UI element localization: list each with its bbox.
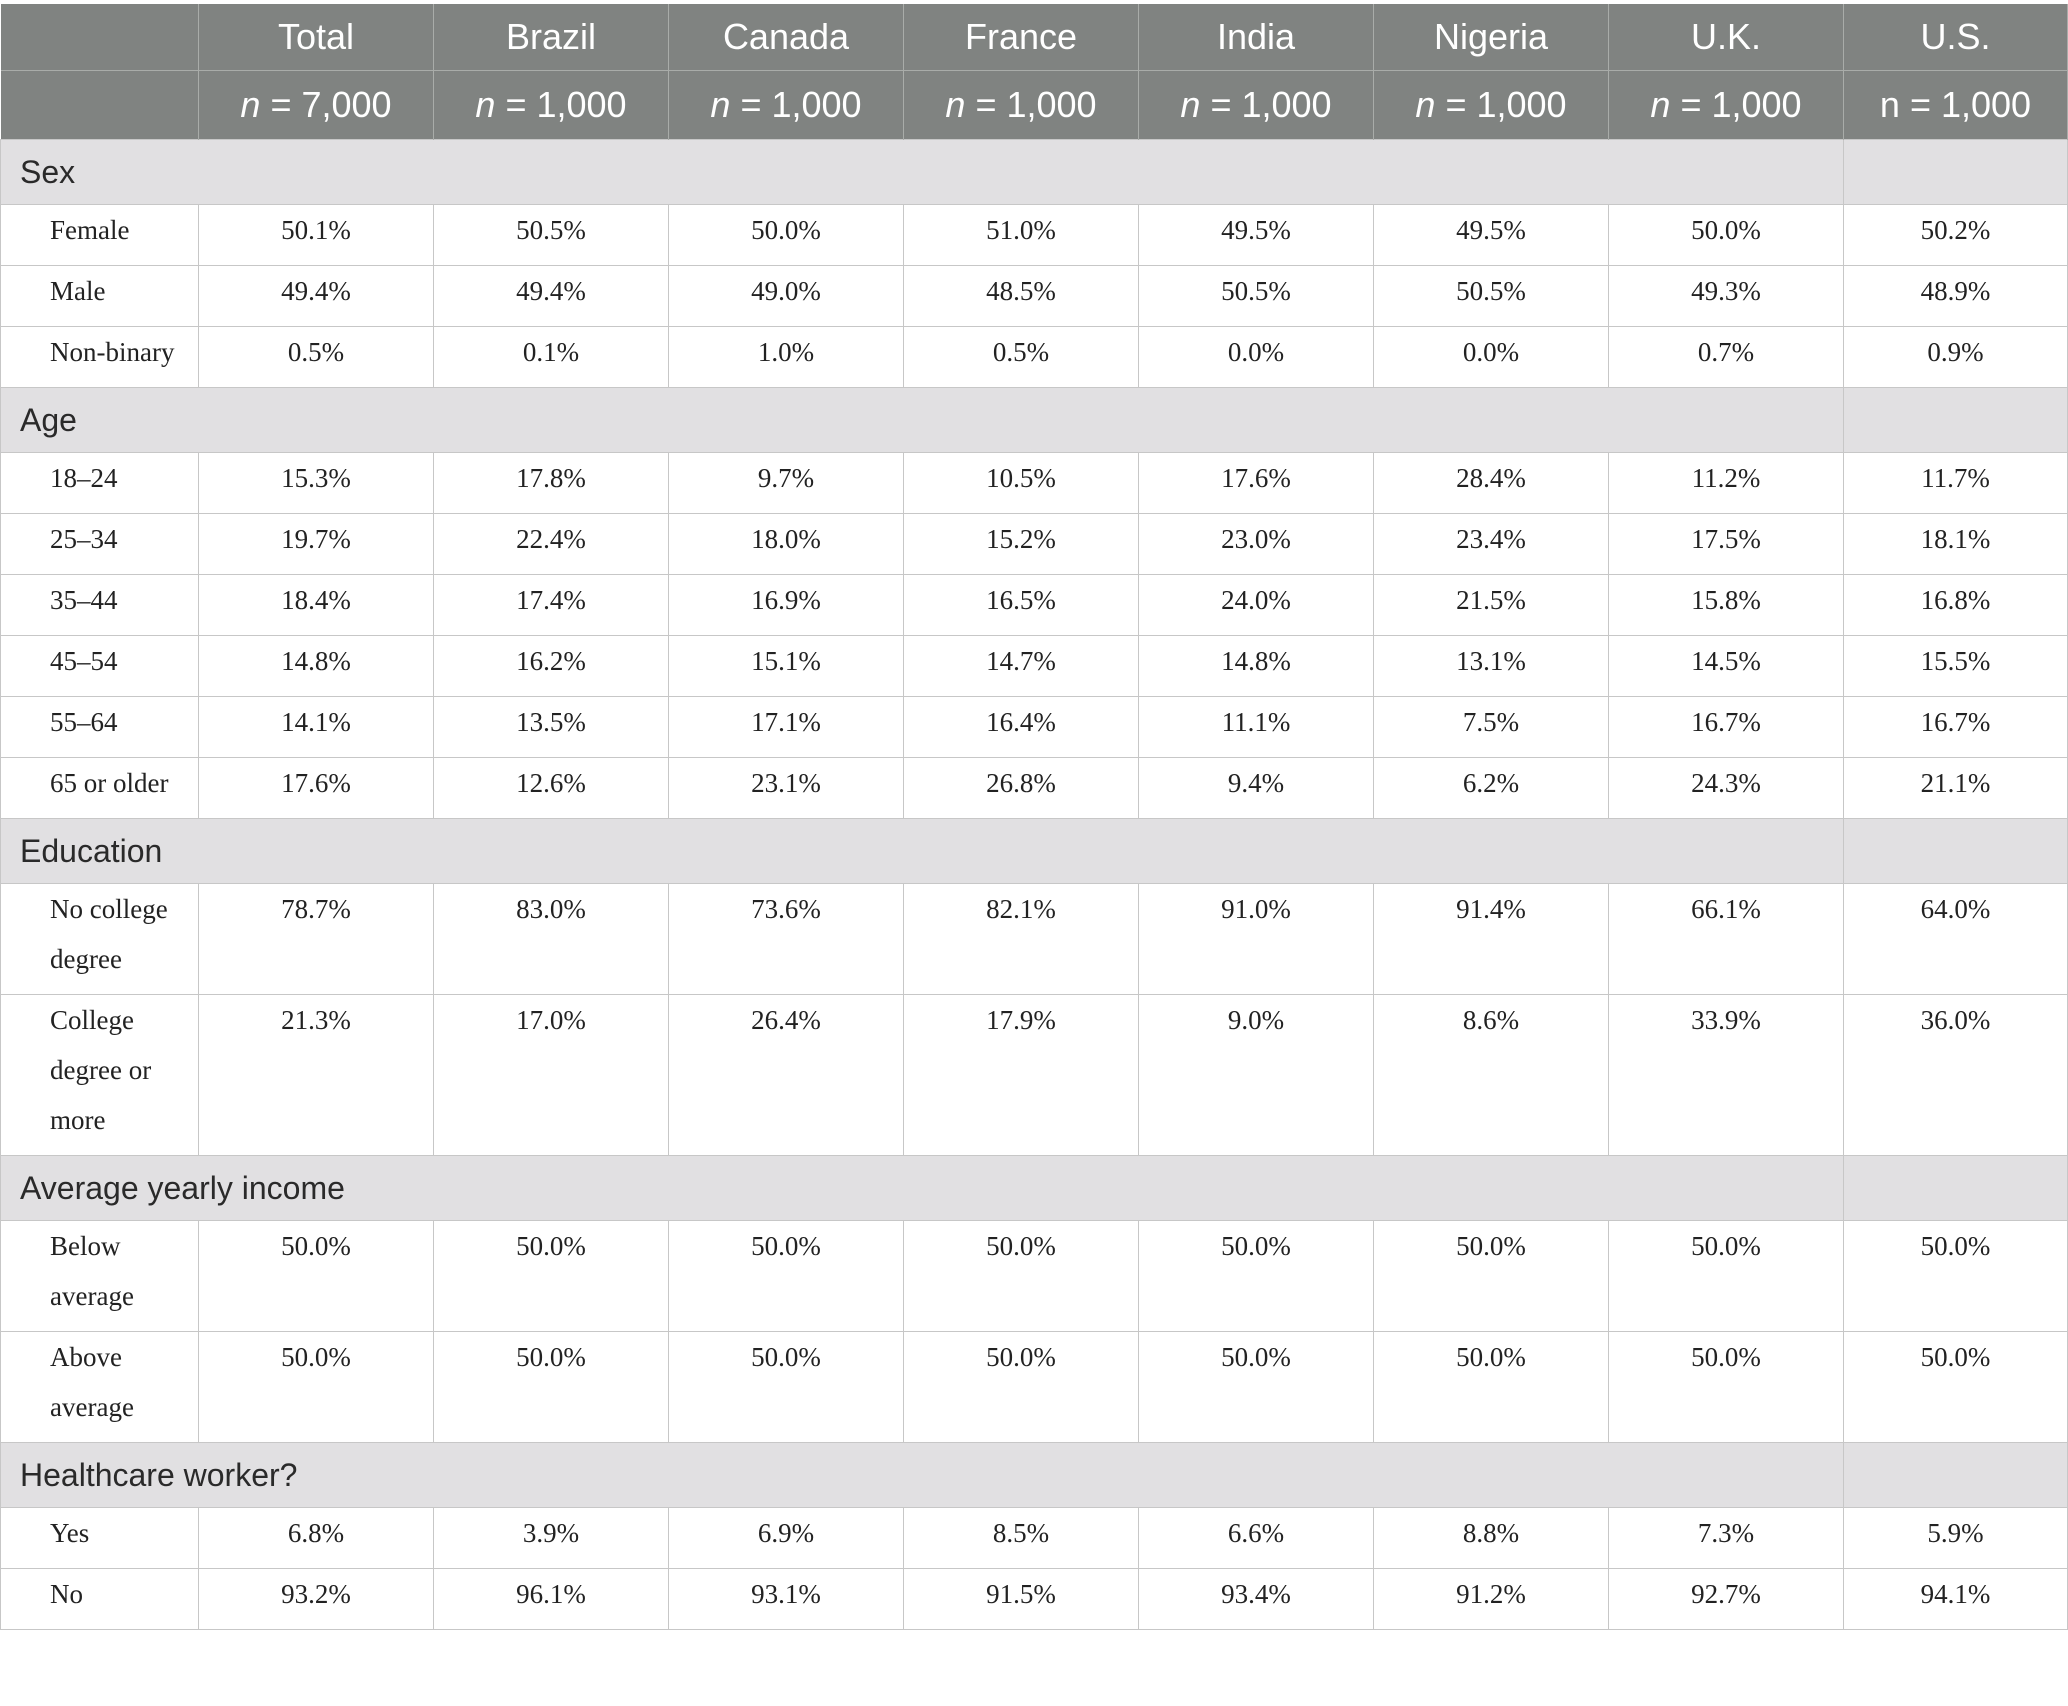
value-cell: 91.4% <box>1374 884 1609 995</box>
value-cell: 16.7% <box>1844 697 2068 758</box>
value-cell: 50.0% <box>1374 1332 1609 1443</box>
value-cell: 96.1% <box>434 1569 669 1630</box>
value-cell: 0.0% <box>1139 327 1374 388</box>
value-cell: 18.4% <box>199 575 434 636</box>
value-cell: 5.9% <box>1844 1508 2068 1569</box>
value-cell: 8.8% <box>1374 1508 1609 1569</box>
value-cell: 82.1% <box>904 884 1139 995</box>
value-cell: 91.5% <box>904 1569 1139 1630</box>
value-cell: 50.0% <box>1844 1221 2068 1332</box>
value-cell: 50.0% <box>1139 1332 1374 1443</box>
value-cell: 23.0% <box>1139 514 1374 575</box>
sample-size-symbol: n <box>1650 84 1671 125</box>
sample-size-symbol: n <box>1180 84 1201 125</box>
column-header-brazil: Brazil <box>434 4 669 71</box>
section-title: Age <box>1 388 1844 453</box>
value-cell: 36.0% <box>1844 995 2068 1156</box>
value-cell: 51.0% <box>904 205 1139 266</box>
section-title-tail-cell <box>1844 1443 2068 1508</box>
value-cell: 50.5% <box>1139 266 1374 327</box>
column-sample-size <box>1374 71 1609 140</box>
header-corner-cell <box>1 4 199 71</box>
value-cell: 17.8% <box>434 453 669 514</box>
value-cell: 23.4% <box>1374 514 1609 575</box>
value-cell: 50.0% <box>904 1221 1139 1332</box>
value-cell: 0.1% <box>434 327 669 388</box>
section-title: Education <box>1 819 1844 884</box>
value-cell: 26.8% <box>904 758 1139 819</box>
value-cell: 11.7% <box>1844 453 2068 514</box>
column-sample-size <box>1139 71 1374 140</box>
section-header-row <box>1 388 2068 453</box>
value-cell: 83.0% <box>434 884 669 995</box>
sample-size-value: = 1,000 <box>1435 84 1567 125</box>
value-cell: 10.5% <box>904 453 1139 514</box>
value-cell: 50.0% <box>1844 1332 2068 1443</box>
value-cell: 15.1% <box>669 636 904 697</box>
row-label: 45–54 <box>1 636 199 697</box>
value-cell: 9.0% <box>1139 995 1374 1156</box>
value-cell: 17.6% <box>1139 453 1374 514</box>
table-row <box>1 575 2068 636</box>
value-cell: 50.0% <box>199 1332 434 1443</box>
value-cell: 6.2% <box>1374 758 1609 819</box>
value-cell: 50.0% <box>1609 1332 1844 1443</box>
row-label: 65 or older <box>1 758 199 819</box>
value-cell: 94.1% <box>1844 1569 2068 1630</box>
section-header-row <box>1 140 2068 205</box>
sample-size-value: = 1,000 <box>1200 84 1332 125</box>
section-header-row <box>1 819 2068 884</box>
row-label: 18–24 <box>1 453 199 514</box>
value-cell: 66.1% <box>1609 884 1844 995</box>
value-cell: 49.4% <box>434 266 669 327</box>
section-title-tail-cell <box>1844 140 2068 205</box>
value-cell: 50.0% <box>1139 1221 1374 1332</box>
section-title: Sex <box>1 140 1844 205</box>
value-cell: 14.5% <box>1609 636 1844 697</box>
row-label: Female <box>1 205 199 266</box>
value-cell: 17.4% <box>434 575 669 636</box>
value-cell: 3.9% <box>434 1508 669 1569</box>
table-row <box>1 1569 2068 1630</box>
value-cell: 0.7% <box>1609 327 1844 388</box>
value-cell: 16.8% <box>1844 575 2068 636</box>
value-cell: 0.5% <box>904 327 1139 388</box>
sample-size-value: = 7,000 <box>260 84 392 125</box>
value-cell: 13.5% <box>434 697 669 758</box>
value-cell: 8.5% <box>904 1508 1139 1569</box>
column-sample-size <box>904 71 1139 140</box>
value-cell: 17.5% <box>1609 514 1844 575</box>
value-cell: 18.1% <box>1844 514 2068 575</box>
row-label: Above average <box>1 1332 199 1443</box>
row-label: 55–64 <box>1 697 199 758</box>
value-cell: 50.0% <box>434 1332 669 1443</box>
value-cell: 16.4% <box>904 697 1139 758</box>
value-cell: 14.8% <box>199 636 434 697</box>
value-cell: 21.3% <box>199 995 434 1156</box>
column-header-canada: Canada <box>669 4 904 71</box>
value-cell: 7.5% <box>1374 697 1609 758</box>
sample-size-symbol: n <box>475 84 496 125</box>
value-cell: 49.5% <box>1139 205 1374 266</box>
column-sample-size <box>434 71 669 140</box>
row-label: 25–34 <box>1 514 199 575</box>
column-header-france: France <box>904 4 1139 71</box>
value-cell: 9.7% <box>669 453 904 514</box>
sample-size-symbol: n <box>240 84 261 125</box>
value-cell: 91.0% <box>1139 884 1374 995</box>
table-body <box>1 140 2068 1630</box>
value-cell: 50.0% <box>1374 1221 1609 1332</box>
section-title-tail-cell <box>1844 1156 2068 1221</box>
table-row <box>1 327 2068 388</box>
column-header-u-k: U.K. <box>1609 4 1844 71</box>
value-cell: 49.5% <box>1374 205 1609 266</box>
section-header-row <box>1 1156 2068 1221</box>
value-cell: 14.8% <box>1139 636 1374 697</box>
value-cell: 49.3% <box>1609 266 1844 327</box>
value-cell: 12.6% <box>434 758 669 819</box>
value-cell: 8.6% <box>1374 995 1609 1156</box>
section-title-tail-cell <box>1844 819 2068 884</box>
value-cell: 16.2% <box>434 636 669 697</box>
value-cell: 17.9% <box>904 995 1139 1156</box>
value-cell: 15.8% <box>1609 575 1844 636</box>
value-cell: 24.3% <box>1609 758 1844 819</box>
row-label: Male <box>1 266 199 327</box>
value-cell: 49.0% <box>669 266 904 327</box>
table-row <box>1 758 2068 819</box>
sample-size-value: = 1,000 <box>495 84 627 125</box>
table-row <box>1 636 2068 697</box>
value-cell: 28.4% <box>1374 453 1609 514</box>
row-label: No <box>1 1569 199 1630</box>
table-row <box>1 1221 2068 1332</box>
value-cell: 50.0% <box>669 1332 904 1443</box>
value-cell: 0.0% <box>1374 327 1609 388</box>
value-cell: 21.5% <box>1374 575 1609 636</box>
value-cell: 18.0% <box>669 514 904 575</box>
column-header-india: India <box>1139 4 1374 71</box>
value-cell: 16.7% <box>1609 697 1844 758</box>
value-cell: 14.1% <box>199 697 434 758</box>
value-cell: 73.6% <box>669 884 904 995</box>
column-sample-size <box>669 71 904 140</box>
value-cell: 17.6% <box>199 758 434 819</box>
value-cell: 50.0% <box>669 1221 904 1332</box>
value-cell: 49.4% <box>199 266 434 327</box>
value-cell: 50.5% <box>1374 266 1609 327</box>
table-row <box>1 266 2068 327</box>
demographics-table <box>0 4 2068 1630</box>
sample-size-symbol: n <box>945 84 966 125</box>
value-cell: 6.8% <box>199 1508 434 1569</box>
value-cell: 19.7% <box>199 514 434 575</box>
value-cell: 17.0% <box>434 995 669 1156</box>
value-cell: 78.7% <box>199 884 434 995</box>
row-label: No college degree <box>1 884 199 995</box>
value-cell: 50.0% <box>1609 1221 1844 1332</box>
column-sample-size <box>1609 71 1844 140</box>
row-label: Non-binary <box>1 327 199 388</box>
value-cell: 0.5% <box>199 327 434 388</box>
table-row <box>1 995 2068 1156</box>
value-cell: 93.4% <box>1139 1569 1374 1630</box>
value-cell: 21.1% <box>1844 758 2068 819</box>
value-cell: 48.5% <box>904 266 1139 327</box>
table-row <box>1 1508 2068 1569</box>
value-cell: 50.1% <box>199 205 434 266</box>
row-label: College degree or more <box>1 995 199 1156</box>
value-cell: 50.0% <box>199 1221 434 1332</box>
value-cell: 11.1% <box>1139 697 1374 758</box>
value-cell: 9.4% <box>1139 758 1374 819</box>
table-row <box>1 884 2068 995</box>
value-cell: 33.9% <box>1609 995 1844 1156</box>
header-row-sample-sizes <box>1 71 2068 140</box>
value-cell: 16.5% <box>904 575 1139 636</box>
demographics-table-container <box>0 4 2068 1630</box>
value-cell: 93.1% <box>669 1569 904 1630</box>
row-label: 35–44 <box>1 575 199 636</box>
value-cell: 15.3% <box>199 453 434 514</box>
value-cell: 48.9% <box>1844 266 2068 327</box>
column-sample-size <box>1844 71 2068 140</box>
table-row <box>1 1332 2068 1443</box>
sample-size-value: n = 1,000 <box>1879 84 2032 125</box>
value-cell: 91.2% <box>1374 1569 1609 1630</box>
sample-size-value: = 1,000 <box>730 84 862 125</box>
value-cell: 26.4% <box>669 995 904 1156</box>
value-cell: 93.2% <box>199 1569 434 1630</box>
column-header-u-s: U.S. <box>1844 4 2068 71</box>
value-cell: 24.0% <box>1139 575 1374 636</box>
value-cell: 15.5% <box>1844 636 2068 697</box>
value-cell: 64.0% <box>1844 884 2068 995</box>
value-cell: 11.2% <box>1609 453 1844 514</box>
value-cell: 13.1% <box>1374 636 1609 697</box>
section-header-row <box>1 1443 2068 1508</box>
value-cell: 7.3% <box>1609 1508 1844 1569</box>
value-cell: 22.4% <box>434 514 669 575</box>
table-row <box>1 514 2068 575</box>
value-cell: 50.5% <box>434 205 669 266</box>
row-label: Yes <box>1 1508 199 1569</box>
value-cell: 0.9% <box>1844 327 2068 388</box>
table-row <box>1 453 2068 514</box>
value-cell: 50.0% <box>669 205 904 266</box>
table-row <box>1 205 2068 266</box>
section-title: Average yearly income <box>1 1156 1844 1221</box>
value-cell: 50.2% <box>1844 205 2068 266</box>
sample-size-value: = 1,000 <box>1670 84 1802 125</box>
header-corner-cell <box>1 71 199 140</box>
value-cell: 14.7% <box>904 636 1139 697</box>
value-cell: 50.0% <box>434 1221 669 1332</box>
value-cell: 15.2% <box>904 514 1139 575</box>
value-cell: 23.1% <box>669 758 904 819</box>
sample-size-symbol: n <box>1415 84 1436 125</box>
value-cell: 6.9% <box>669 1508 904 1569</box>
value-cell: 50.0% <box>904 1332 1139 1443</box>
value-cell: 6.6% <box>1139 1508 1374 1569</box>
header-row-names <box>1 4 2068 71</box>
value-cell: 50.0% <box>1609 205 1844 266</box>
value-cell: 17.1% <box>669 697 904 758</box>
section-title-tail-cell <box>1844 388 2068 453</box>
sample-size-symbol: n <box>710 84 731 125</box>
table-header <box>1 4 2068 140</box>
column-sample-size <box>199 71 434 140</box>
sample-size-value: = 1,000 <box>965 84 1097 125</box>
column-header-total: Total <box>199 4 434 71</box>
column-header-nigeria: Nigeria <box>1374 4 1609 71</box>
row-label: Below average <box>1 1221 199 1332</box>
value-cell: 16.9% <box>669 575 904 636</box>
section-title: Healthcare worker? <box>1 1443 1844 1508</box>
value-cell: 1.0% <box>669 327 904 388</box>
value-cell: 92.7% <box>1609 1569 1844 1630</box>
table-row <box>1 697 2068 758</box>
